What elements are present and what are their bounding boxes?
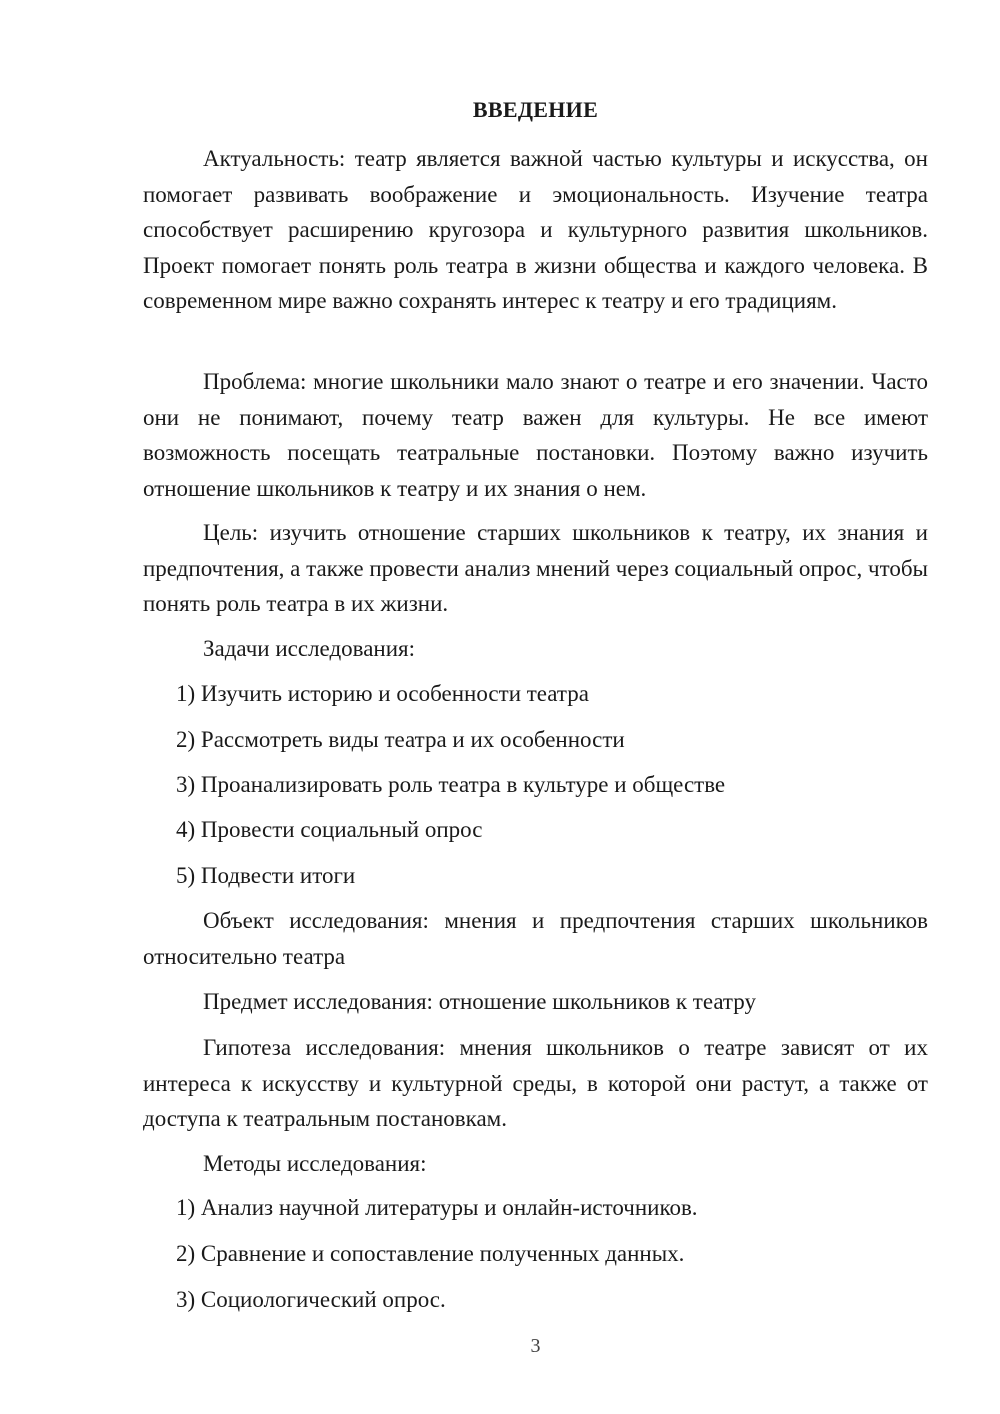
task-item-4: 4) Провести социальный опрос: [176, 817, 483, 842]
page-number: 3: [530, 1335, 541, 1357]
task-item-2: 2) Рассмотреть виды театра и их особенности: [176, 727, 625, 752]
method-item-3: 3) Социологический опрос.: [176, 1287, 446, 1312]
method-item-1: 1) Анализ научной литературы и онлайн-источников.: [176, 1195, 698, 1220]
relevance-paragraph: Актуальность: театр является важной частью культуры и искусства, он помогает развивать воображение и эмоциональность. Изучение театра способствует расширению кругозора и культурного развития школьников. Проект помогает понять роль театра в жизни общества и каждого человека. В современном мире важно сохранять интерес к театру и его традициям.: [143, 146, 928, 313]
task-item-1: 1) Изучить историю и особенности театра: [176, 681, 589, 706]
goal-paragraph: Цель: изучить отношение старших школьников к театру, их знания и предпочтения, а также провести анализ мнений через социальный опрос, чтобы понять роль театра в их жизни.: [143, 520, 928, 616]
hypothesis-paragraph: Гипотеза исследования: мнения школьников о театре зависят от их интереса к искусству и культурной среды, в которой они растут, а также от доступа к театральным постановкам.: [143, 1035, 928, 1131]
method-item-2: 2) Сравнение и сопоставление полученных данных.: [176, 1241, 685, 1266]
task-item-5: 5) Подвести итоги: [176, 863, 356, 888]
section-title: ВВЕДЕНИЕ: [472, 97, 599, 122]
task-item-3: 3) Проанализировать роль театра в культуре и обществе: [176, 772, 726, 797]
problem-paragraph: Проблема: многие школьники мало знают о театре и его значении. Часто они не понимают, почему театр важен для культуры. Не все имеют возможность посещать театральные постановки. Поэтому важно изучить отношение школьников к театру и их знания о нем.: [143, 369, 928, 501]
document-page: [143, 0, 928, 1414]
subject-paragraph: Предмет исследования: отношение школьников к театру: [203, 989, 756, 1014]
tasks-heading: Задачи исследования:: [203, 636, 416, 661]
object-paragraph: Объект исследования: мнения и предпочтения старших школьников относительно театра: [143, 908, 928, 969]
methods-heading: Методы исследования:: [203, 1151, 427, 1176]
